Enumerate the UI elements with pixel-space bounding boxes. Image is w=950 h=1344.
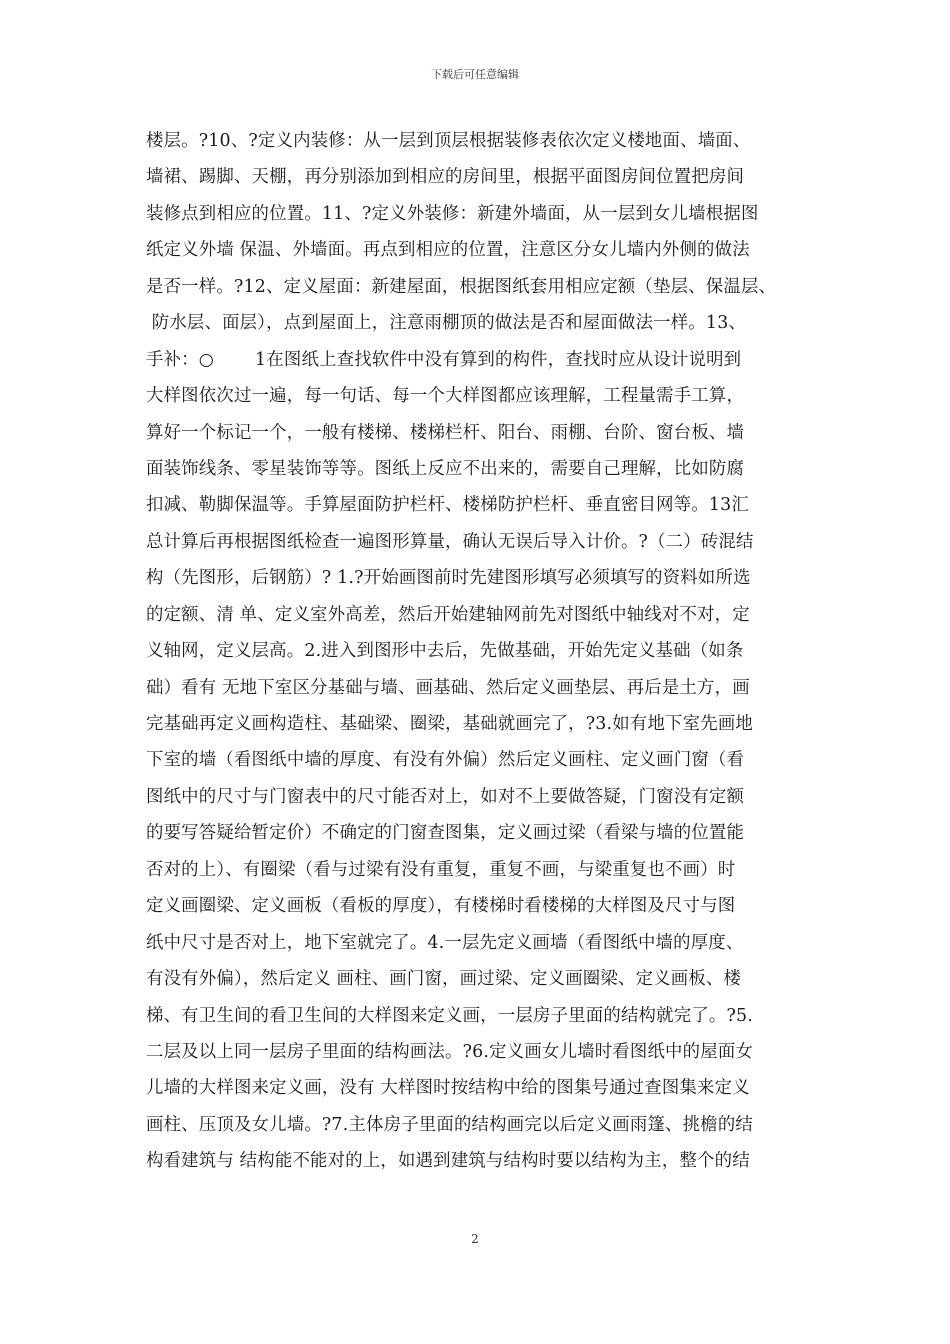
text-line: 装修点到相应的位置。11、?定义外装修：新建外墙面，从一层到女儿墙根据图 xyxy=(146,203,759,224)
text-line: 防水层、面层），点到屋面上，注意雨棚顶的做法是否和屋面做法一样。13、 xyxy=(146,313,747,334)
text-line: 儿墙的大样图来定义画，没有 大样图时按结构中给的图集号通过查图集来定义 xyxy=(146,1078,750,1099)
text-line: 总计算后再根据图纸检查一遍图形算量，确认无误后导入计价。?（二）砖混结 xyxy=(146,531,754,552)
text-line: 的要写答疑给暂定价）不确定的门窗查图集，定义画过梁（看梁与墙的位置能 xyxy=(146,823,745,844)
text-line: 义轴网，定义层高。2.进入到图形中去后，先做基础，开始先定义基础（如条 xyxy=(146,641,744,662)
text-line: 墙裙、踢脚、天棚，再分别添加到相应的房间里，根据平面图房间位置把房间 xyxy=(146,167,745,188)
text-line: 有没有外偏），然后定义 画柱、画门窗，画过梁、定义画圈梁、定义画板、楼 xyxy=(146,969,742,990)
text-line: 面装饰线条、零星装饰等等。图纸上反应不出来的，需要自己理解，比如防腐 xyxy=(146,458,745,479)
text-line: 构看建筑与 结构能不能对的上，如遇到建筑与结构时要以结构为主，整个的结 xyxy=(146,1151,750,1172)
text-line: 楼层。?10、?定义内装修：从一层到顶层根据装修表依次定义楼地面、墙面、 xyxy=(146,131,751,151)
text-line: 构（先图形，后钢筋）? 1.?开始画图前时先建图形填写必须填写的资料如所选 xyxy=(146,568,751,589)
page-number: 2 xyxy=(471,1232,479,1246)
text-line: 下室的墙（看图纸中墙的厚度、有没有外偏）然后定义画柱、定义画门窗（看 xyxy=(146,750,745,771)
text-line: 否对的上）、有圈梁（看与过梁有没有重复，重复不画，与梁重复也不画）时 xyxy=(146,859,736,880)
text-line: 二层及以上同一层房子里面的结构画法。?6.定义画女儿墙时看图纸中的屋面女 xyxy=(146,1041,754,1062)
text-line: 画柱、压顶及女儿墙。?7.主体房子里面的结构画完以后定义画雨篷、挑檐的结 xyxy=(146,1114,754,1135)
text-line: 完基础再定义画构造柱、基础梁、圈梁，基础就画完了，?3.如有地下室先画地 xyxy=(146,714,754,734)
text-line: 扣减、勒脚保温等。手算屋面防护栏杆、楼梯防护栏杆、垂直密目网等。13汇 xyxy=(146,495,750,516)
text-line: 的定额、清 单、定义室外高差，然后开始建轴网前先对图纸中轴线对不对，定 xyxy=(146,604,750,625)
text-line: 梯、有卫生间的看卫生间的大样图来定义画，一层房子里面的结构就完了。?5. xyxy=(146,1005,754,1026)
text-line: 手补：○ 1在图纸上查找软件中没有算到的构件，查找时应从设计说明到 xyxy=(146,349,742,370)
text-line: 大样图依次过一遍，每一句话、每一个大样图都应该理解，工程量需手工算， xyxy=(146,386,745,407)
page-header: 下载后可任意编辑 xyxy=(431,68,519,81)
text-line: 纸定义外墙 保温、外墙面。再点到相应的位置，注意区分女儿墙内外侧的做法 xyxy=(146,240,750,261)
text-line: 础）看有 无地下室区分基础与墙、画基础、然后定义画垫层、再后是土方，画 xyxy=(146,677,750,698)
text-line: 是否一样。?12、定义屋面：新建屋面，根据图纸套用相应定额（垫层、保温层、 xyxy=(146,276,777,297)
document-body xyxy=(146,123,814,1180)
text-line: 定义画圈梁、定义画板（看板的厚度），有楼梯时看楼梯的大样图及尺寸与图 xyxy=(146,896,736,917)
text-line: 算好一个标记一个，一般有楼梯、楼梯栏杆、阳台、雨棚、台阶、窗台板、墙 xyxy=(146,422,745,443)
text-line: 图纸中的尺寸与门窗表中的尺寸能否对上，如对不上要做答疑，门窗没有定额 xyxy=(146,786,745,807)
text-line: 纸中尺寸是否对上，地下室就完了。4.一层先定义画墙（看图纸中墙的厚度、 xyxy=(146,932,744,953)
